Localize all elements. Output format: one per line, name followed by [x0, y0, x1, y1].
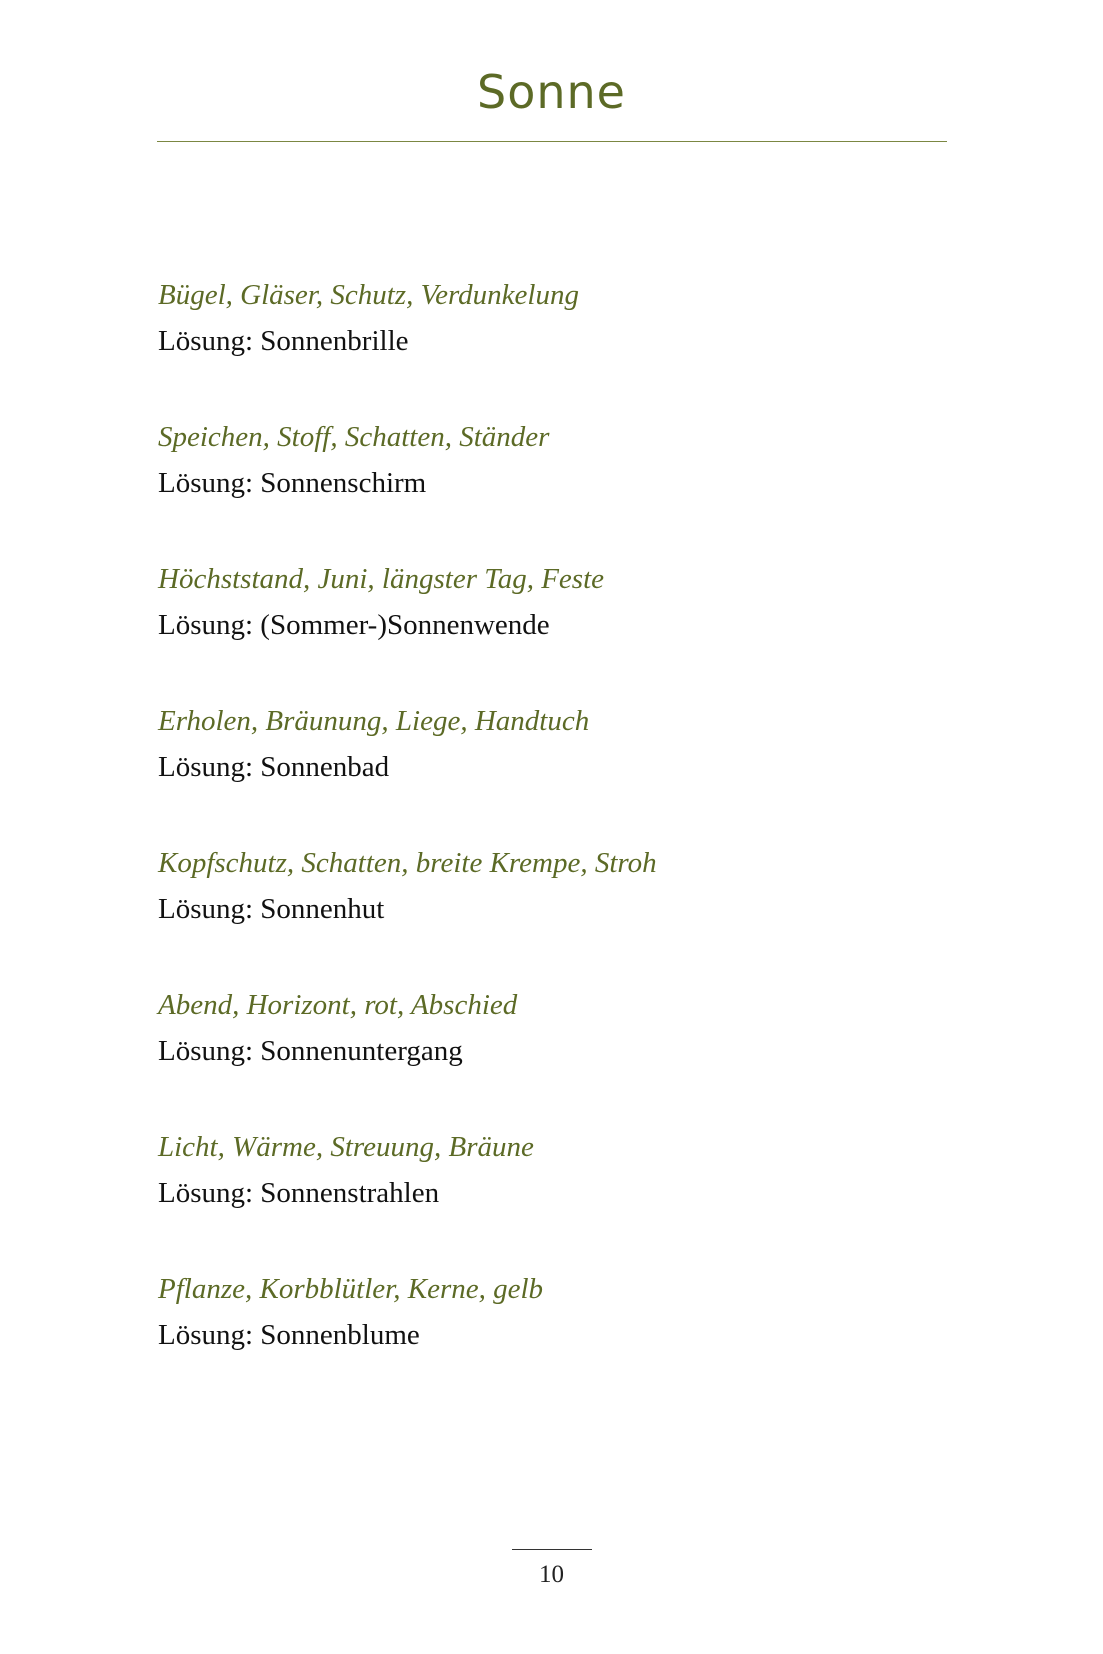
riddle-answer: Lösung: Sonnenbrille	[158, 325, 409, 357]
riddle-clue: Bügel, Gläser, Schutz, Verdunkelung	[158, 279, 579, 311]
riddle-answer: Lösung: Sonnenschirm	[158, 467, 427, 499]
riddle-answer: Lösung: Sonnenstrahlen	[158, 1177, 440, 1209]
riddle-answer: Lösung: Sonnenuntergang	[158, 1035, 463, 1067]
riddle-answer: Lösung: (Sommer-)Sonnenwende	[158, 609, 550, 641]
riddle-entry	[158, 272, 948, 414]
riddle-entry	[158, 414, 948, 556]
riddle-entry	[158, 840, 948, 982]
riddle-clue: Speichen, Stoff, Schatten, Ständer	[158, 421, 550, 453]
riddle-clue: Erholen, Bräunung, Liege, Handtuch	[158, 705, 590, 737]
riddle-clue: Kopfschutz, Schatten, breite Krempe, Stroh	[158, 847, 657, 879]
riddle-clue: Pflanze, Korbblütler, Kerne, gelb	[158, 1273, 544, 1305]
title-divider	[157, 141, 947, 142]
riddle-clue: Abend, Horizont, rot, Abschied	[158, 989, 518, 1021]
riddle-entry	[158, 1124, 948, 1266]
riddle-clue: Höchststand, Juni, längster Tag, Feste	[158, 563, 605, 595]
riddle-answer: Lösung: Sonnenbad	[158, 751, 390, 783]
footer-divider	[512, 1549, 592, 1550]
riddle-entry	[158, 982, 948, 1124]
page-number: 10	[539, 1561, 564, 1588]
riddle-clue: Licht, Wärme, Streuung, Bräune	[158, 1131, 534, 1163]
page-title: Sonne	[477, 65, 626, 119]
riddle-answer: Lösung: Sonnenblume	[158, 1319, 420, 1351]
riddle-list	[158, 272, 948, 1408]
riddle-answer: Lösung: Sonnenhut	[158, 893, 385, 925]
riddle-entry	[158, 698, 948, 840]
riddle-entry	[158, 1266, 948, 1408]
riddle-entry	[158, 556, 948, 698]
